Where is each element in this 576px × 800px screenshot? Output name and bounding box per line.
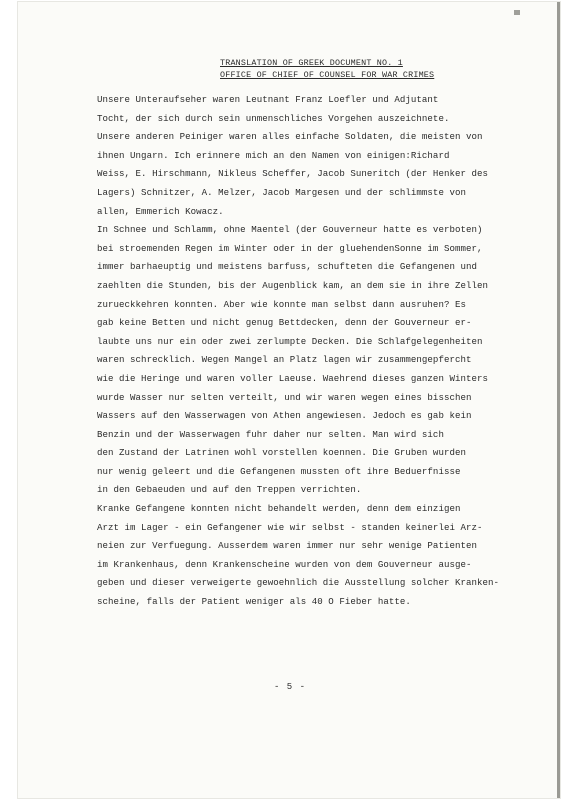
body-line: bei stroemenden Regen im Winter oder in der gluehendenSonne im Sommer, (97, 242, 483, 254)
page-corner-mark (514, 10, 520, 15)
body-line: In Schnee und Schlamm, ohne Maentel (der Gouverneur hatte es verboten) (97, 224, 483, 236)
document-header (220, 57, 460, 81)
body-line: Unsere anderen Peiniger waren alles einfache Soldaten, die meisten von (97, 131, 483, 143)
body-line: den Zustand der Latrinen wohl vorstellen koennen. Die Gruben wurden (97, 447, 466, 459)
page-number: - 5 - (274, 682, 307, 692)
body-line: Unsere Unteraufseher waren Leutnant Franz Loefler und Adjutant (97, 94, 439, 105)
body-line: wurde Wasser nur selten verteilt, und wir waren wegen eines bisschen (97, 391, 472, 403)
body-line: laubte uns nur ein oder zwei zerlumpte Decken. Die Schlafgelegenheiten (97, 335, 483, 347)
body-line: Tocht, der sich durch sein unmenschliches Vorgehen auszeichnete. (97, 112, 450, 124)
body-line: im Krankenhaus, denn Krankenscheine wurden von dem Gouverneur ausge- (97, 558, 472, 570)
body-line: geben und dieser verweigerte gewoehnlich die Ausstellung solcher Kranken- (97, 577, 500, 589)
header-line-title: TRANSLATION OF GREEK DOCUMENT NO. 1 (220, 58, 403, 68)
body-line: Weiss, E. Hirschmann, Nikleus Scheffer, Jacob Suneritch (der Henker des (97, 168, 489, 180)
body-line: waren schrecklich. Wegen Mangel an Platz lagen wir zusammengepfercht (97, 354, 472, 366)
body-line: Lagers) Schnitzer, A. Melzer, Jacob Margesen und der schlimmste von (97, 186, 466, 198)
document-page (18, 2, 560, 798)
body-line: Arzt im Lager - ein Gefangener wie wir selbst - standen keinerlei Arz- (97, 521, 483, 533)
body-line: immer barhaeuptig und meistens barfuss, schufteten die Gefangenen und (97, 261, 477, 273)
body-line: gab keine Betten und nicht genug Bettdecken, denn der Gouverneur er- (97, 317, 472, 329)
header-line-office: OFFICE OF CHIEF OF COUNSEL FOR WAR CRIMES (220, 70, 435, 80)
document-body (97, 91, 529, 612)
body-line: allen, Emmerich Kowacz. (97, 205, 224, 217)
body-line: scheine, falls der Patient weniger als 40 O Fieber hatte. (97, 596, 411, 608)
body-line: neien zur Verfuegung. Ausserdem waren immer nur sehr wenige Patienten (97, 540, 477, 552)
body-line: wie die Heringe und waren voller Laeuse. Waehrend dieses ganzen Winters (97, 372, 489, 384)
page-edge-shadow (557, 2, 560, 798)
body-line: Wassers auf den Wasserwagen von Athen angewiesen. Jedoch es gab kein (97, 410, 472, 422)
body-line: ihnen Ungarn. Ich erinnere mich an den Namen von einigen:Richard (97, 149, 450, 161)
body-line: zaehlten die Stunden, bis der Augenblick kam, an dem sie in ihre Zellen (97, 279, 489, 291)
body-line: Kranke Gefangene konnten nicht behandelt werden, denn dem einzigen (97, 503, 461, 515)
body-line: Benzin und der Wasserwagen fuhr daher nur selten. Man wird sich (97, 428, 444, 440)
body-line: nur wenig geleert und die Gefangenen mussten oft ihre Beduerfnisse (97, 465, 461, 477)
body-line: zurueckkehren konnten. Aber wie konnte man selbst dann ausruhen? Es (97, 298, 466, 310)
body-line: in den Gebaeuden und auf den Treppen verrichten. (97, 484, 362, 496)
